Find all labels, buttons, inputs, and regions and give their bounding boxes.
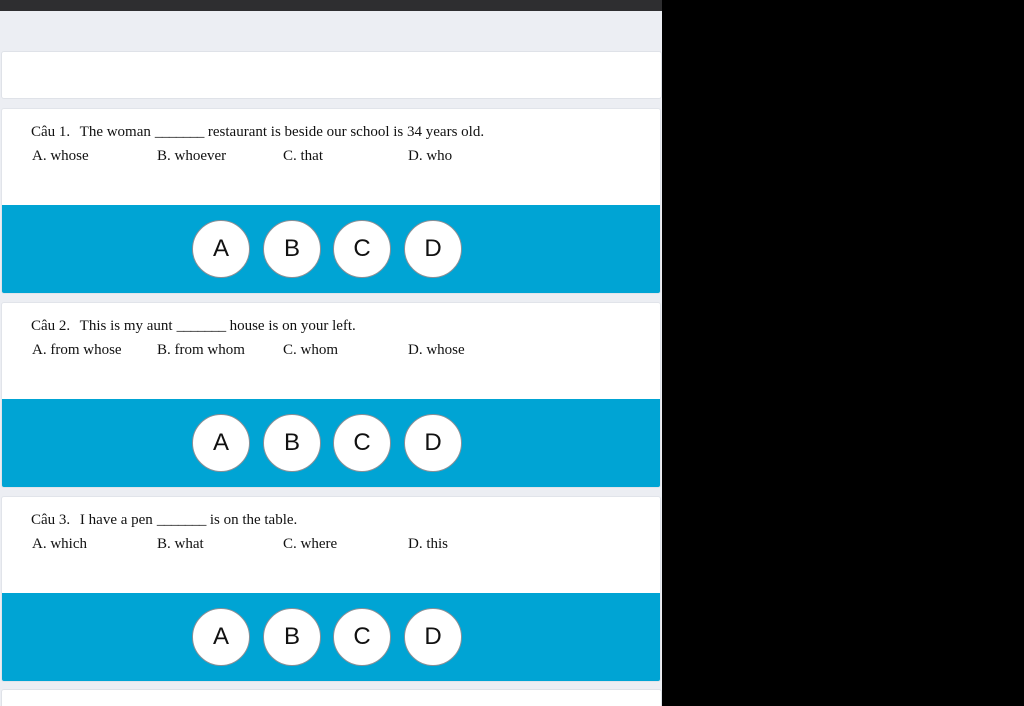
option-b-text: B. from whom [157, 342, 245, 358]
option-b-text: B. what [157, 536, 204, 552]
question-before-blank: The woman [79, 124, 151, 140]
option-c-text: C. that [283, 148, 323, 164]
question-blank: _______ [154, 124, 204, 140]
question-body [2, 109, 660, 206]
question-after-blank: house is on your left. [229, 318, 356, 334]
answer-b-button[interactable]: B [263, 414, 321, 472]
question-after-blank: restaurant is beside our school is 34 years old. [207, 124, 485, 140]
next-question-card [1, 689, 662, 706]
answer-b-button[interactable]: B [263, 220, 321, 278]
question-body [2, 497, 660, 594]
question-text [31, 318, 356, 335]
option-d-text: D. whose [408, 342, 465, 358]
answer-bar [2, 205, 660, 294]
answer-c-button[interactable]: C [333, 414, 391, 472]
top-bar [0, 0, 662, 11]
option-d-text: D. who [408, 148, 453, 164]
question-blank: _______ [176, 318, 226, 334]
answer-a-button[interactable]: A [192, 608, 250, 666]
question-after-blank: is on the table. [209, 512, 298, 528]
option-a-text: A. which [32, 536, 87, 552]
answer-d-button[interactable]: D [404, 608, 462, 666]
answer-d-button[interactable]: D [404, 414, 462, 472]
answer-bar [2, 593, 660, 682]
answer-bar [2, 399, 660, 488]
option-b-text: B. whoever [157, 148, 227, 164]
option-d-text: D. this [408, 536, 449, 552]
answer-b-button[interactable]: B [263, 608, 321, 666]
header-card [1, 51, 662, 99]
question-number: Câu 3. [31, 512, 71, 528]
option-a-text: A. whose [32, 148, 89, 164]
option-a-text: A. from whose [32, 342, 122, 358]
question-number: Câu 2. [31, 318, 71, 334]
question-before-blank: I have a pen [79, 512, 153, 528]
answer-d-button[interactable]: D [404, 220, 462, 278]
question-body [2, 303, 660, 400]
question-card-2 [1, 302, 661, 488]
question-blank: _______ [156, 512, 206, 528]
question-number: Câu 1. [31, 124, 71, 140]
answer-c-button[interactable]: C [333, 608, 391, 666]
answer-a-button[interactable]: A [192, 220, 250, 278]
question-card-1 [1, 108, 661, 294]
option-c-text: C. where [283, 536, 338, 552]
option-c-text: C. whom [283, 342, 339, 358]
question-before-blank: This is my aunt [79, 318, 173, 334]
question-card-3 [1, 496, 661, 682]
answer-c-button[interactable]: C [333, 220, 391, 278]
answer-a-button[interactable]: A [192, 414, 250, 472]
question-text [31, 124, 484, 141]
question-text [31, 512, 297, 529]
